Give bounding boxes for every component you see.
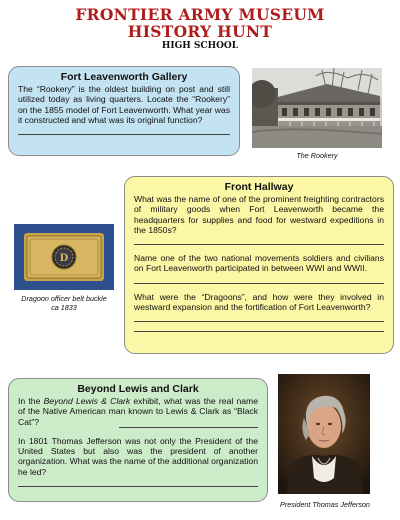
question-text: In the xyxy=(18,396,44,406)
hallway-heading: Front Hallway xyxy=(224,181,294,193)
exhibit-name: Beyond Lewis & Clark xyxy=(43,396,131,406)
hallway-question-1: What was the name of one of the prominent freighting contractors of military goods when Fort Leavenworth became the headquarters for supplies and food for westward expeditions in the 1850s? xyxy=(134,194,384,235)
buckle-caption-line2: ca 1833 xyxy=(51,303,77,312)
page-subtitle: HIGH SCHOOL xyxy=(161,41,239,51)
answer-line xyxy=(134,235,384,245)
page-title-line2: HISTORY HUNT xyxy=(127,22,273,41)
answer-line xyxy=(18,477,258,487)
gallery-section xyxy=(8,66,240,156)
answer-line xyxy=(18,125,230,135)
svg-text:D: D xyxy=(59,253,69,264)
buckle-caption-line1: Dragoon officer belt buckle xyxy=(21,294,107,303)
lewis-clark-section xyxy=(8,378,268,502)
hallway-question-3: What were the “Dragoons”, and how were they involved in westward expansion and the fortification of Fort Leavenworth? xyxy=(134,291,384,313)
answer-line xyxy=(119,418,258,428)
page-title-line1: FRONTIER ARMY MUSEUM xyxy=(75,5,325,24)
buckle-image xyxy=(14,224,114,290)
hallway-question-2: Name one of the two national movements soldiers and civilians on Fort Leavenworth participated in between WWI and WWII. xyxy=(134,253,384,274)
jefferson-caption: President Thomas Jefferson xyxy=(280,500,370,509)
hallway-section xyxy=(124,176,394,354)
answer-line xyxy=(134,312,384,322)
rookery-caption: The Rookery xyxy=(296,151,338,160)
question-text: exhibit, what was the real name of the Native American man known to Lewis & Clark as “Black Cat”? xyxy=(18,396,258,427)
lewis-clark-heading: Beyond Lewis and Clark xyxy=(77,383,199,395)
jefferson-image xyxy=(278,374,370,494)
rookery-image xyxy=(252,68,382,148)
gallery-question: The “Rookery” is the oldest building on post and still utilized today as living quarters. Locate the “Rookery” on the 1855 model of Fort Leavenworth. What year was it constructed and what was its original function? xyxy=(18,84,230,125)
jefferson-portrait xyxy=(278,374,370,494)
rookery-photo xyxy=(252,68,382,148)
lewis-clark-question-2: In 1801 Thomas Jefferson was not only the President of the United States but also was the president of another organization. What was the name of the additional organization he led? xyxy=(18,435,258,477)
answer-line xyxy=(134,274,384,284)
gallery-heading: Fort Leavenworth Gallery xyxy=(60,71,188,83)
answer-line xyxy=(134,322,384,332)
page-header xyxy=(0,6,400,52)
buckle-photo xyxy=(14,224,114,290)
